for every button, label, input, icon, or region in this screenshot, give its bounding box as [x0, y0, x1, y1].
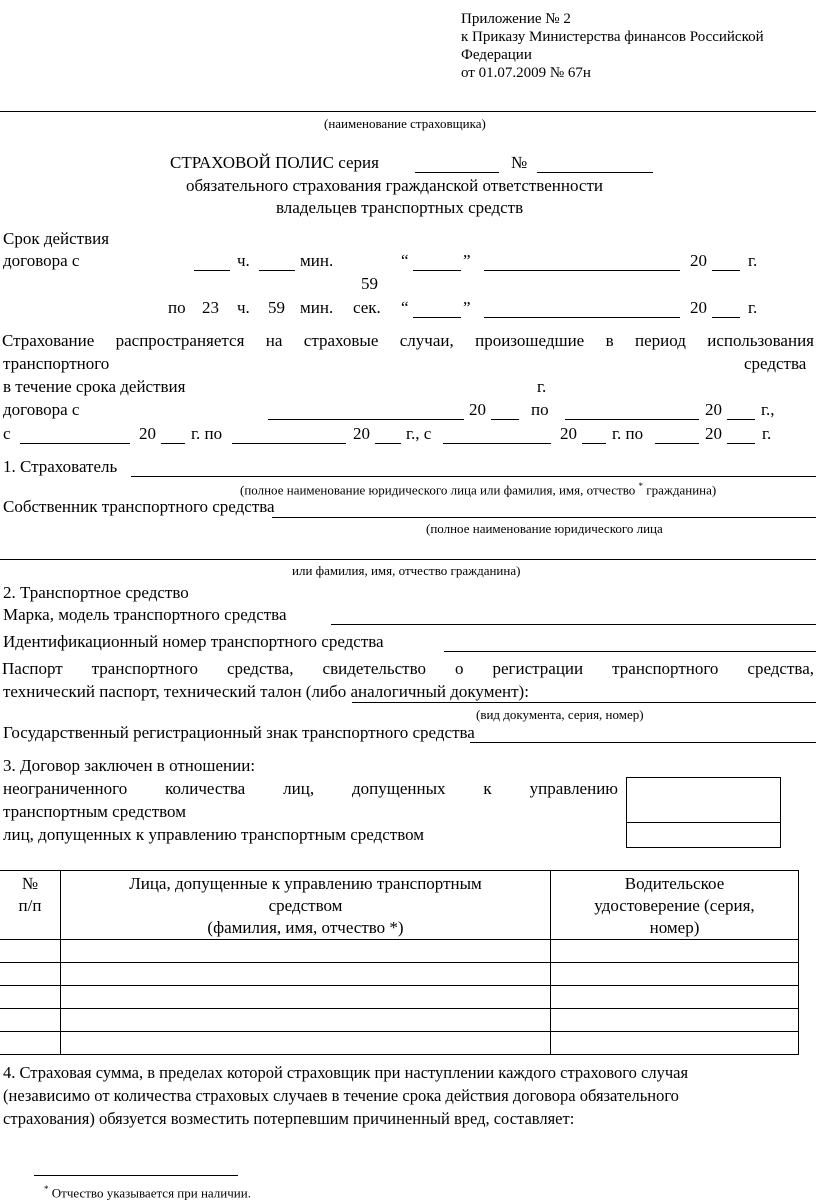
table-row — [0, 1009, 799, 1032]
period3-end-field[interactable] — [655, 443, 699, 444]
year-suffix-comma: г., — [761, 400, 775, 419]
make-model-field[interactable] — [331, 624, 816, 625]
order-date: от 01.07.2009 № 67н — [461, 65, 591, 81]
year-prefix: 20 — [690, 251, 707, 270]
minute-unit: мин. — [300, 251, 334, 270]
table-row — [0, 1032, 799, 1055]
year-prefix: 20 — [560, 424, 577, 443]
table-row — [0, 940, 799, 963]
year-suffix: г. — [762, 424, 772, 443]
header-number: № п/п — [0, 871, 61, 940]
limited-drivers-label: лиц, допущенных к управлению транспортным средством — [3, 825, 425, 844]
usage-end-date-field[interactable] — [565, 419, 699, 420]
quote-open: “ — [401, 298, 409, 317]
quote-close: ” — [463, 298, 471, 317]
term-from-label: договора с — [3, 251, 80, 270]
order-reference-cont: Федерации — [461, 47, 532, 63]
policyholder-label: 1. Страхователь — [3, 457, 118, 476]
plate-field[interactable] — [470, 742, 816, 743]
period3-start-field[interactable] — [443, 443, 551, 444]
period2-start-field[interactable] — [20, 443, 130, 444]
usage-start-date-field[interactable] — [268, 419, 464, 420]
usage-to-label: по — [531, 400, 549, 419]
year-prefix: 20 — [705, 424, 722, 443]
header-license: Водительское удостоверение (серия, номер) — [551, 871, 799, 940]
insured-sum-text-3: страхования) обязуется возместить потерпевшим причиненный вред, составляет: — [3, 1109, 575, 1128]
usage-year-g: г. — [537, 377, 547, 396]
policyholder-caption: (полное наименование юридического лица или фамилия, имя, отчество * гражданина) — [240, 481, 717, 498]
unlimited-drivers-checkbox[interactable] — [626, 777, 781, 823]
table-cell[interactable] — [551, 1009, 799, 1032]
term-label: Срок действия — [3, 229, 110, 248]
start-year-field[interactable] — [712, 270, 740, 271]
end-day-field[interactable] — [413, 317, 461, 318]
usage-end-year-field[interactable] — [727, 419, 755, 420]
owner-label: Собственник транспортного средства — [3, 497, 275, 516]
owner-caption: (полное наименование юридического лица — [426, 521, 663, 536]
header-driver-name: Лица, допущенные к управлению транспортным средством (фамилия, имя, отчество *) — [61, 871, 551, 940]
year-prefix: 20 — [705, 400, 722, 419]
table-cell[interactable] — [0, 986, 61, 1009]
table-row — [0, 986, 799, 1009]
table-cell[interactable] — [551, 963, 799, 986]
end-month-field[interactable] — [484, 317, 680, 318]
year-prefix: 20 — [469, 400, 486, 419]
usage-during-term: в течение срока действия — [3, 377, 186, 396]
policy-subtitle-2: владельцев транспортных средств — [276, 198, 524, 217]
period2-end-year-field[interactable] — [375, 443, 401, 444]
vehicle-document-caption: (вид документа, серия, номер) — [476, 707, 644, 722]
year-suffix: г. — [748, 298, 758, 317]
usage-vehicle-word-2: средства — [744, 354, 807, 373]
table-header-row — [0, 871, 799, 940]
period2-from-label: с — [3, 424, 11, 443]
period3-end-year-field[interactable] — [727, 443, 755, 444]
limited-drivers-checkbox[interactable] — [626, 822, 781, 848]
year-prefix: 20 — [353, 424, 370, 443]
vin-label: Идентификационный номер транспортного средства — [3, 632, 384, 651]
period2-start-year-field[interactable] — [161, 443, 185, 444]
table-cell[interactable] — [61, 986, 551, 1009]
unlimited-drivers-label-2: транспортным средством — [3, 802, 186, 821]
policy-number-field[interactable] — [537, 172, 653, 173]
second-unit: сек. — [353, 298, 381, 317]
table-cell[interactable] — [0, 1032, 61, 1055]
usage-from-label: договора с — [3, 400, 80, 419]
insured-sum-text: 4. Страховая сумма, в пределах которой страховщик при наступлении каждого страхового случая — [3, 1063, 689, 1082]
vehicle-document-text: Паспорт транспортного средства, свидетельство о регистрации транспортного средства, — [2, 659, 814, 678]
year-prefix: 20 — [139, 424, 156, 443]
table-row — [0, 963, 799, 986]
start-hour-field[interactable] — [194, 270, 230, 271]
footnote: * Отчество указывается при наличии. — [44, 1184, 251, 1201]
quote-open: “ — [401, 251, 409, 270]
year-prefix: 20 — [690, 298, 707, 317]
start-day-field[interactable] — [413, 270, 461, 271]
make-model-label: Марка, модель транспортного средства — [3, 605, 287, 624]
table-cell[interactable] — [61, 1009, 551, 1032]
table-cell[interactable] — [0, 940, 61, 963]
term-to-label: по — [168, 298, 186, 317]
table-cell[interactable] — [61, 1032, 551, 1055]
insured-sum-text-2: (независимо от количества страховых случаев в течение срока действия договора обязательного — [3, 1086, 679, 1105]
minute-unit: мин. — [300, 298, 334, 317]
order-reference: к Приказу Министерства финансов Российской — [461, 29, 764, 45]
end-hour: 23 — [202, 298, 219, 317]
period3-start-year-field[interactable] — [582, 443, 606, 444]
year-from-label: г., с — [406, 424, 432, 443]
drivers-table — [0, 870, 799, 1055]
owner-caption-2: или фамилия, имя, отчество гражданина) — [292, 563, 521, 578]
period2-end-field[interactable] — [232, 443, 346, 444]
table-cell[interactable] — [0, 1009, 61, 1032]
contract-scope-title: 3. Договор заключен в отношении: — [3, 756, 256, 775]
policy-series-field[interactable] — [415, 172, 499, 173]
end-minute: 59 — [268, 298, 285, 317]
vehicle-section-title: 2. Транспортное средство — [3, 583, 189, 602]
vehicle-document-text-2: технический паспорт, технический талон (либо аналогичный документ): — [3, 682, 529, 701]
vehicle-document-field[interactable] — [352, 702, 816, 703]
start-month-field[interactable] — [484, 270, 680, 271]
quote-close: ” — [463, 251, 471, 270]
policy-title: СТРАХОВОЙ ПОЛИС серия — [170, 153, 379, 172]
unlimited-drivers-label: неограниченного количества лиц, допущенных к управлению — [3, 779, 618, 798]
table-cell[interactable] — [551, 1032, 799, 1055]
owner-field[interactable] — [272, 517, 816, 518]
plate-label: Государственный регистрационный знак транспортного средства — [3, 723, 475, 742]
insurer-name-caption: (наименование страховщика) — [324, 116, 486, 131]
hour-unit: ч. — [237, 251, 250, 270]
policy-number-sign: № — [511, 153, 528, 172]
footnote-divider — [34, 1175, 238, 1176]
policy-subtitle: обязательного страхования гражданской ответственности — [186, 176, 603, 195]
owner-field-2[interactable] — [0, 559, 816, 560]
appendix-number: Приложение № 2 — [461, 11, 571, 27]
year-to-label: г. по — [191, 424, 223, 443]
seconds-value: 59 — [361, 274, 378, 293]
usage-vehicle-word: транспортного — [3, 354, 110, 373]
table-cell[interactable] — [0, 963, 61, 986]
table-cell[interactable] — [61, 963, 551, 986]
policyholder-field[interactable] — [131, 476, 816, 477]
year-to-label: г. по — [612, 424, 644, 443]
start-minute-field[interactable] — [259, 270, 295, 271]
table-cell[interactable] — [551, 940, 799, 963]
usage-period-text: Страхование распространяется на страховые случаи, произошедшие в период использования — [2, 331, 814, 350]
table-cell[interactable] — [61, 940, 551, 963]
end-year-field[interactable] — [712, 317, 740, 318]
hour-unit: ч. — [237, 298, 250, 317]
vin-field[interactable] — [444, 651, 816, 652]
table-cell[interactable] — [551, 986, 799, 1009]
year-suffix: г. — [748, 251, 758, 270]
insurer-name-line[interactable] — [0, 111, 816, 112]
usage-start-year-field[interactable] — [491, 419, 519, 420]
